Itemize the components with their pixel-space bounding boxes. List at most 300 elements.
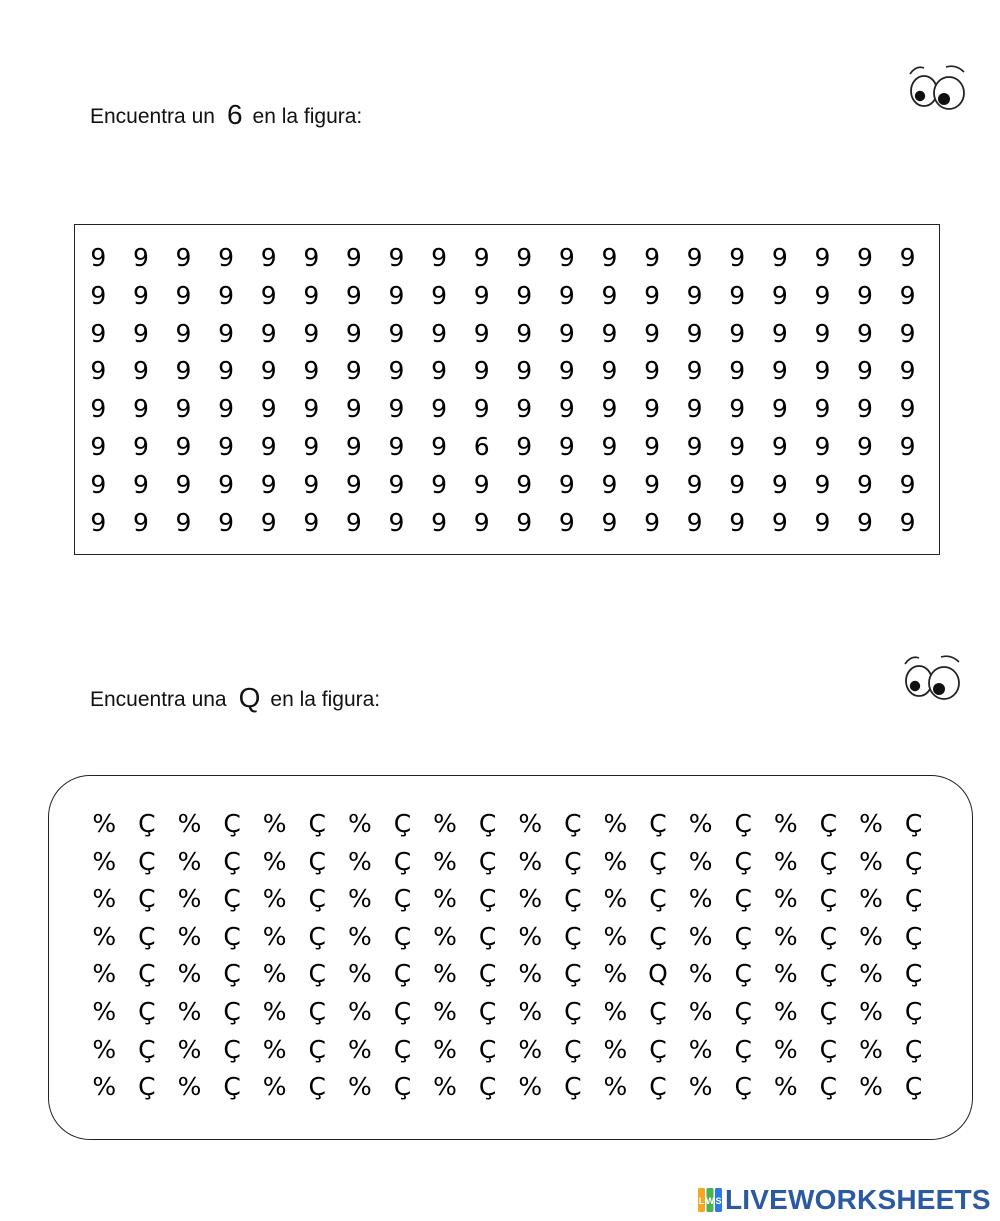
grid-cell[interactable]: 9 (771, 394, 788, 424)
grid-cell[interactable]: Ç (564, 1072, 582, 1102)
grid-cell[interactable]: Ç (138, 959, 156, 989)
grid-cell[interactable]: Ç (734, 846, 752, 876)
grid-cell[interactable]: 9 (686, 280, 703, 310)
grid-cell[interactable]: Ç (308, 1072, 326, 1102)
grid-cell[interactable]: 9 (345, 507, 362, 537)
grid-cell[interactable]: 9 (558, 318, 575, 348)
grid-cell[interactable]: 9 (644, 394, 660, 424)
grid-cell[interactable]: 9 (260, 469, 277, 499)
grid-cell[interactable]: 6 (473, 431, 490, 461)
grid-cell[interactable]: 9 (388, 469, 405, 499)
grid-cell[interactable]: 9 (516, 243, 533, 272)
grid-cell[interactable]: Ç (734, 921, 752, 951)
grid-cell[interactable]: Ç (223, 1072, 241, 1102)
grid-cell[interactable]: 9 (345, 394, 362, 424)
grid-cell[interactable]: Ç (308, 996, 326, 1026)
grid-cell[interactable]: 9 (771, 356, 788, 386)
grid-cell[interactable]: % (688, 996, 713, 1026)
grid-cell[interactable]: 9 (516, 431, 533, 461)
grid-cell[interactable]: 9 (132, 243, 149, 272)
grid-cell[interactable]: 9 (388, 394, 405, 424)
grid-cell[interactable]: 9 (345, 280, 362, 310)
grid-cell[interactable]: % (262, 1034, 287, 1064)
grid-cell[interactable]: 9 (260, 394, 277, 424)
grid-cell[interactable]: Ç (904, 846, 923, 876)
grid-cell[interactable]: % (518, 1072, 543, 1102)
grid-cell[interactable]: 9 (686, 394, 703, 424)
grid-cell[interactable]: 9 (303, 394, 320, 424)
grid-cell[interactable]: 9 (644, 318, 660, 348)
grid-cell[interactable]: 9 (90, 507, 107, 537)
grid-cell[interactable]: 9 (814, 318, 831, 348)
grid-cell[interactable]: Ç (223, 884, 241, 914)
grid-cell[interactable]: Ç (138, 884, 156, 914)
grid-cell[interactable]: % (603, 921, 628, 951)
grid-cell[interactable]: 9 (260, 280, 277, 310)
grid-cell[interactable]: Ç (904, 921, 923, 951)
grid-cell[interactable]: % (603, 996, 628, 1026)
grid-cell[interactable]: Ç (564, 809, 582, 838)
grid-cell[interactable]: % (92, 921, 117, 951)
grid-cell[interactable]: % (518, 921, 543, 951)
grid-cell[interactable]: Ç (478, 921, 497, 951)
grid-cell[interactable]: 9 (686, 243, 703, 272)
grid-cell[interactable]: 9 (345, 431, 362, 461)
grid-cell[interactable]: 9 (473, 507, 490, 537)
grid-cell[interactable]: % (92, 996, 117, 1026)
grid-cell[interactable]: 9 (899, 243, 916, 272)
grid-cell[interactable]: 9 (260, 356, 277, 386)
grid-cell[interactable]: Ç (564, 921, 582, 951)
grid-cell[interactable]: 9 (132, 431, 149, 461)
grid-cell[interactable]: Ç (734, 996, 752, 1026)
grid-cell[interactable]: % (603, 846, 628, 876)
grid-cell[interactable]: 9 (601, 431, 618, 461)
grid-cell[interactable]: 9 (218, 356, 235, 386)
grid-cell[interactable]: 9 (218, 394, 235, 424)
grid-cell[interactable]: 9 (729, 469, 746, 499)
grid-cell[interactable]: Ç (734, 1034, 752, 1064)
grid-cell[interactable]: 9 (90, 280, 107, 310)
grid-cell[interactable]: % (603, 1034, 628, 1064)
grid-cell[interactable]: Ç (478, 846, 497, 876)
grid-cell[interactable]: 9 (132, 318, 149, 348)
grid-cell[interactable]: 9 (175, 431, 192, 461)
grid-cell[interactable]: Ç (138, 846, 156, 876)
grid-cell[interactable]: % (603, 884, 628, 914)
grid-cell[interactable]: 9 (729, 431, 746, 461)
grid-cell[interactable]: 9 (516, 280, 533, 310)
grid-cell[interactable]: Ç (564, 846, 582, 876)
grid-cell[interactable]: Ç (819, 884, 838, 914)
grid-cell[interactable]: 9 (899, 431, 916, 461)
grid-cell[interactable]: 9 (644, 507, 660, 537)
grid-cell[interactable]: 9 (175, 280, 192, 310)
grid-cell[interactable]: 9 (90, 394, 107, 424)
grid-cell[interactable]: Ç (649, 809, 667, 838)
grid-cell[interactable]: 9 (686, 356, 703, 386)
grid-cell[interactable]: 9 (132, 394, 149, 424)
grid-cell[interactable]: 9 (558, 280, 575, 310)
grid-cell[interactable]: % (433, 884, 457, 914)
grid-cell[interactable]: Ç (223, 809, 241, 838)
grid-cell[interactable]: 9 (388, 243, 405, 272)
grid-cell[interactable]: 9 (516, 507, 533, 537)
grid-cell[interactable]: 9 (814, 507, 831, 537)
grid-cell[interactable]: % (688, 921, 713, 951)
grid-cell[interactable]: 9 (516, 318, 533, 348)
grid-cell[interactable]: % (859, 884, 883, 914)
grid-cell[interactable]: 9 (90, 469, 107, 499)
grid-cell[interactable]: % (347, 809, 372, 838)
grid-cell[interactable]: % (773, 1034, 798, 1064)
grid-cell[interactable]: % (518, 884, 543, 914)
grid-cell[interactable]: 9 (303, 243, 320, 272)
grid-cell[interactable]: 9 (175, 507, 192, 537)
grid-cell[interactable]: 9 (345, 469, 362, 499)
grid-cell[interactable]: 9 (814, 280, 831, 310)
grid-cell[interactable]: 9 (218, 280, 235, 310)
grid-cell[interactable]: Ç (564, 959, 582, 989)
grid-cell[interactable]: 9 (90, 431, 107, 461)
grid-cell[interactable]: 9 (431, 394, 447, 424)
grid-cell[interactable]: % (603, 959, 628, 989)
grid-cell[interactable]: 9 (899, 318, 916, 348)
grid-cell[interactable]: % (262, 1072, 287, 1102)
grid-cell[interactable]: 9 (473, 318, 490, 348)
grid-cell[interactable]: 9 (601, 469, 618, 499)
grid-cell[interactable]: Ç (308, 1034, 326, 1064)
grid-cell[interactable]: Ç (223, 846, 241, 876)
grid-cell[interactable]: % (688, 959, 713, 989)
grid-cell[interactable]: 9 (132, 469, 149, 499)
grid-cell[interactable]: Ç (649, 884, 667, 914)
grid-cell[interactable]: 9 (345, 318, 362, 348)
grid-cell[interactable]: % (347, 884, 372, 914)
grid-cell[interactable]: % (92, 1034, 117, 1064)
grid-cell[interactable]: 9 (473, 469, 490, 499)
grid-cell[interactable]: Ç (734, 959, 752, 989)
grid-cell[interactable]: Ç (223, 921, 241, 951)
grid-cell[interactable]: 9 (303, 356, 320, 386)
grid-cell[interactable]: 9 (857, 431, 873, 461)
grid-cell[interactable]: % (177, 846, 202, 876)
grid-cell[interactable]: % (773, 884, 798, 914)
grid-cell[interactable]: 9 (218, 507, 235, 537)
grid-cell[interactable]: 9 (431, 507, 447, 537)
grid-cell[interactable]: % (177, 884, 202, 914)
grid-cell[interactable]: % (262, 921, 287, 951)
grid-cell[interactable]: % (92, 846, 117, 876)
grid-cell[interactable]: 9 (303, 507, 320, 537)
grid-cell[interactable]: 9 (388, 507, 405, 537)
grid-cell[interactable]: 9 (686, 318, 703, 348)
grid-cell[interactable]: % (688, 884, 713, 914)
grid-cell[interactable]: % (688, 1072, 713, 1102)
grid-cell[interactable]: % (92, 959, 117, 989)
grid-cell[interactable]: % (603, 809, 628, 838)
grid-cell[interactable]: Ç (138, 1034, 156, 1064)
grid-cell[interactable]: 9 (601, 394, 618, 424)
grid-cell[interactable]: 9 (473, 356, 490, 386)
grid-cell[interactable]: 9 (260, 431, 277, 461)
grid-cell[interactable]: Ç (393, 996, 412, 1026)
grid-cell[interactable]: 9 (175, 243, 192, 272)
grid-cell[interactable]: 9 (260, 318, 277, 348)
grid-cell[interactable]: Ç (393, 921, 412, 951)
grid-cell[interactable]: % (433, 996, 457, 1026)
grid-cell[interactable]: Ç (478, 1072, 497, 1102)
grid-cell[interactable]: 9 (558, 243, 575, 272)
grid-cell[interactable]: % (433, 1072, 457, 1102)
grid-cell[interactable]: Ç (138, 809, 156, 838)
grid-cell[interactable]: Ç (393, 884, 412, 914)
grid-cell[interactable]: % (603, 1072, 628, 1102)
grid-cell[interactable]: Ç (734, 809, 752, 838)
grid-cell[interactable]: 9 (857, 507, 873, 537)
grid-cell[interactable]: Ç (819, 959, 838, 989)
grid-cell[interactable]: Ç (223, 959, 241, 989)
grid-cell[interactable]: Ç (223, 1034, 241, 1064)
grid-cell[interactable]: Ç (734, 1072, 752, 1102)
grid-cell[interactable]: Ç (393, 846, 412, 876)
grid-cell[interactable]: 9 (388, 431, 405, 461)
grid-cell[interactable]: 9 (516, 394, 533, 424)
grid-cell[interactable]: 9 (218, 243, 235, 272)
grid-cell[interactable]: 9 (388, 280, 405, 310)
grid-cell[interactable]: 9 (303, 280, 320, 310)
grid-cell[interactable]: Ç (819, 1034, 838, 1064)
grid-cell[interactable]: Ç (564, 884, 582, 914)
grid-cell[interactable]: 9 (558, 394, 575, 424)
grid-cell[interactable]: 9 (899, 280, 916, 310)
grid-cell[interactable]: 9 (132, 507, 149, 537)
grid-cell[interactable]: Ç (138, 1072, 156, 1102)
grid-cell[interactable]: 9 (558, 469, 575, 499)
grid-cell[interactable]: Ç (819, 846, 838, 876)
grid-cell[interactable]: 9 (516, 469, 533, 499)
grid-cell[interactable]: 9 (771, 280, 788, 310)
grid-cell[interactable]: Ç (308, 809, 326, 838)
grid-cell[interactable]: % (347, 921, 372, 951)
grid-cell[interactable]: % (433, 1034, 457, 1064)
grid-cell[interactable]: Ç (819, 809, 838, 838)
grid-cell[interactable]: 9 (175, 356, 192, 386)
grid-cell[interactable]: % (433, 959, 457, 989)
grid-cell[interactable]: % (518, 959, 543, 989)
grid-cell[interactable]: % (347, 1034, 372, 1064)
grid-cell[interactable]: 9 (473, 280, 490, 310)
grid-cell[interactable]: 9 (345, 356, 362, 386)
grid-cell[interactable]: % (518, 846, 543, 876)
grid-cell[interactable]: Ç (649, 846, 667, 876)
grid-cell[interactable]: 9 (857, 280, 873, 310)
grid-cell[interactable]: Ç (649, 1072, 667, 1102)
grid-cell[interactable]: 9 (857, 469, 873, 499)
grid-cell[interactable]: 9 (431, 243, 447, 272)
grid-cell[interactable]: 9 (175, 318, 192, 348)
grid-cell[interactable]: Ç (904, 996, 923, 1026)
grid-cell[interactable]: % (518, 996, 543, 1026)
grid-cell[interactable]: % (177, 921, 202, 951)
grid-cell[interactable]: 9 (260, 243, 277, 272)
grid-cell[interactable]: Ç (904, 959, 923, 989)
grid-cell[interactable]: 9 (729, 394, 746, 424)
grid-cell[interactable]: Ç (819, 921, 838, 951)
grid-cell[interactable]: 9 (857, 243, 873, 272)
grid-cell[interactable]: % (773, 809, 798, 838)
grid-cell[interactable]: 9 (473, 394, 490, 424)
grid-cell[interactable]: Ç (649, 996, 667, 1026)
grid-cell[interactable]: 9 (771, 318, 788, 348)
grid-cell[interactable]: Ç (138, 996, 156, 1026)
grid-cell[interactable]: Ç (564, 1034, 582, 1064)
grid-cell[interactable]: 9 (132, 280, 149, 310)
grid-cell[interactable]: Ç (734, 884, 752, 914)
grid-cell[interactable]: 9 (431, 431, 447, 461)
grid-cell[interactable]: 9 (814, 243, 831, 272)
grid-cell[interactable]: % (859, 959, 883, 989)
grid-cell[interactable]: % (262, 959, 287, 989)
grid-cell[interactable]: Ç (308, 884, 326, 914)
grid-cell[interactable]: 9 (729, 243, 746, 272)
grid-cell[interactable]: 9 (857, 394, 873, 424)
grid-cell[interactable]: % (688, 1034, 713, 1064)
grid-cell[interactable]: Ç (478, 1034, 497, 1064)
grid-cell[interactable]: % (177, 959, 202, 989)
grid-cell[interactable]: % (773, 1072, 798, 1102)
grid-cell[interactable]: 9 (899, 507, 916, 537)
grid-cell[interactable]: 9 (90, 318, 107, 348)
grid-cell[interactable]: Ç (393, 809, 412, 838)
grid-cell[interactable]: 9 (218, 431, 235, 461)
grid-cell[interactable]: 9 (601, 243, 618, 272)
grid-cell[interactable]: 9 (814, 431, 831, 461)
grid-cell[interactable]: Ç (138, 921, 156, 951)
grid-cell[interactable]: 9 (260, 507, 277, 537)
grid-cell[interactable]: 9 (857, 318, 873, 348)
grid-cell[interactable]: % (859, 846, 883, 876)
grid-cell[interactable]: % (518, 1034, 543, 1064)
grid-cell[interactable]: 9 (814, 356, 831, 386)
grid-cell[interactable]: 9 (218, 469, 235, 499)
grid-cell[interactable]: % (433, 921, 457, 951)
grid-cell[interactable]: 9 (729, 318, 746, 348)
grid-cell[interactable]: 9 (175, 394, 192, 424)
grid-cell[interactable]: % (859, 921, 883, 951)
grid-cell[interactable]: % (262, 809, 287, 838)
grid-cell[interactable]: 9 (899, 469, 916, 499)
grid-cell[interactable]: Ç (393, 1072, 412, 1102)
grid-cell[interactable]: 9 (345, 243, 362, 272)
grid-cell[interactable]: 9 (388, 318, 405, 348)
grid-cell[interactable]: Ç (478, 996, 497, 1026)
grid-cell[interactable]: 9 (814, 469, 831, 499)
grid-cell[interactable]: % (177, 1034, 202, 1064)
grid-cell[interactable]: % (262, 996, 287, 1026)
grid-cell[interactable]: 9 (771, 243, 788, 272)
grid-cell[interactable]: % (859, 1034, 883, 1064)
grid-cell[interactable]: 9 (857, 356, 873, 386)
grid-cell[interactable]: 9 (644, 243, 660, 272)
grid-cell[interactable]: 9 (90, 243, 107, 272)
grid-cell[interactable]: 9 (431, 318, 447, 348)
grid-cell[interactable]: % (262, 884, 287, 914)
grid-cell[interactable]: Ç (308, 921, 326, 951)
grid-cell[interactable]: 9 (686, 469, 703, 499)
grid-cell[interactable]: 9 (899, 394, 916, 424)
grid-cell[interactable]: 9 (729, 280, 746, 310)
grid-cell[interactable]: % (177, 996, 202, 1026)
grid-cell[interactable]: 9 (303, 469, 320, 499)
grid-cell[interactable]: Ç (819, 996, 838, 1026)
grid-cell[interactable]: Ç (223, 996, 241, 1026)
grid-cell[interactable]: 9 (175, 469, 192, 499)
grid-cell[interactable]: Ç (308, 959, 326, 989)
grid-cell[interactable]: % (433, 846, 457, 876)
grid-cell[interactable]: Ç (819, 1072, 838, 1102)
grid-cell[interactable]: 9 (558, 356, 575, 386)
grid-cell[interactable]: % (347, 959, 372, 989)
grid-cell[interactable]: 9 (686, 507, 703, 537)
grid-cell[interactable]: 9 (558, 431, 575, 461)
grid-cell[interactable]: Ç (649, 921, 667, 951)
grid-cell[interactable]: Ç (393, 1034, 412, 1064)
grid-cell[interactable]: % (773, 959, 798, 989)
grid-cell[interactable]: 9 (218, 318, 235, 348)
grid-cell[interactable]: 9 (388, 356, 405, 386)
grid-cell[interactable]: Ç (649, 1034, 667, 1064)
grid-cell[interactable]: Ç (904, 1072, 923, 1102)
grid-cell[interactable]: 9 (431, 280, 447, 310)
grid-cell[interactable]: Ç (478, 884, 497, 914)
grid-cell[interactable]: % (688, 846, 713, 876)
grid-cell[interactable]: % (177, 809, 202, 838)
grid-cell[interactable]: Ç (478, 959, 497, 989)
grid-cell[interactable]: Ç (478, 809, 497, 838)
grid-cell[interactable]: % (347, 1072, 372, 1102)
grid-cell[interactable]: 9 (771, 507, 788, 537)
grid-cell[interactable]: 9 (601, 318, 618, 348)
grid-cell[interactable]: 9 (431, 469, 447, 499)
grid-cell[interactable]: Ç (904, 1034, 923, 1064)
grid-cell[interactable]: 9 (644, 469, 660, 499)
grid-cell[interactable]: 9 (601, 280, 618, 310)
grid-cell[interactable]: % (859, 1072, 883, 1102)
grid-cell[interactable]: % (92, 1072, 117, 1102)
grid-cell[interactable]: 9 (644, 356, 660, 386)
grid-cell[interactable]: 9 (601, 507, 618, 537)
grid-cell[interactable]: % (177, 1072, 202, 1102)
grid-cell[interactable]: % (92, 809, 117, 838)
grid-cell[interactable]: Ç (393, 959, 412, 989)
grid-cell[interactable]: 9 (644, 280, 660, 310)
grid-cell[interactable]: 9 (431, 356, 447, 386)
grid-cell[interactable]: % (859, 996, 883, 1026)
grid-cell[interactable]: 9 (644, 431, 660, 461)
grid-cell[interactable]: % (433, 809, 457, 838)
grid-cell[interactable]: % (347, 846, 372, 876)
grid-cell[interactable]: % (347, 996, 372, 1026)
grid-cell[interactable]: 9 (899, 356, 916, 386)
grid-cell[interactable]: % (859, 809, 883, 838)
grid-cell[interactable]: 9 (558, 507, 575, 537)
grid-cell[interactable]: 9 (132, 356, 149, 386)
grid-cell[interactable]: % (688, 809, 713, 838)
grid-cell[interactable]: 9 (771, 431, 788, 461)
grid-cell[interactable]: Ç (904, 884, 923, 914)
grid-cell[interactable]: Ç (308, 846, 326, 876)
